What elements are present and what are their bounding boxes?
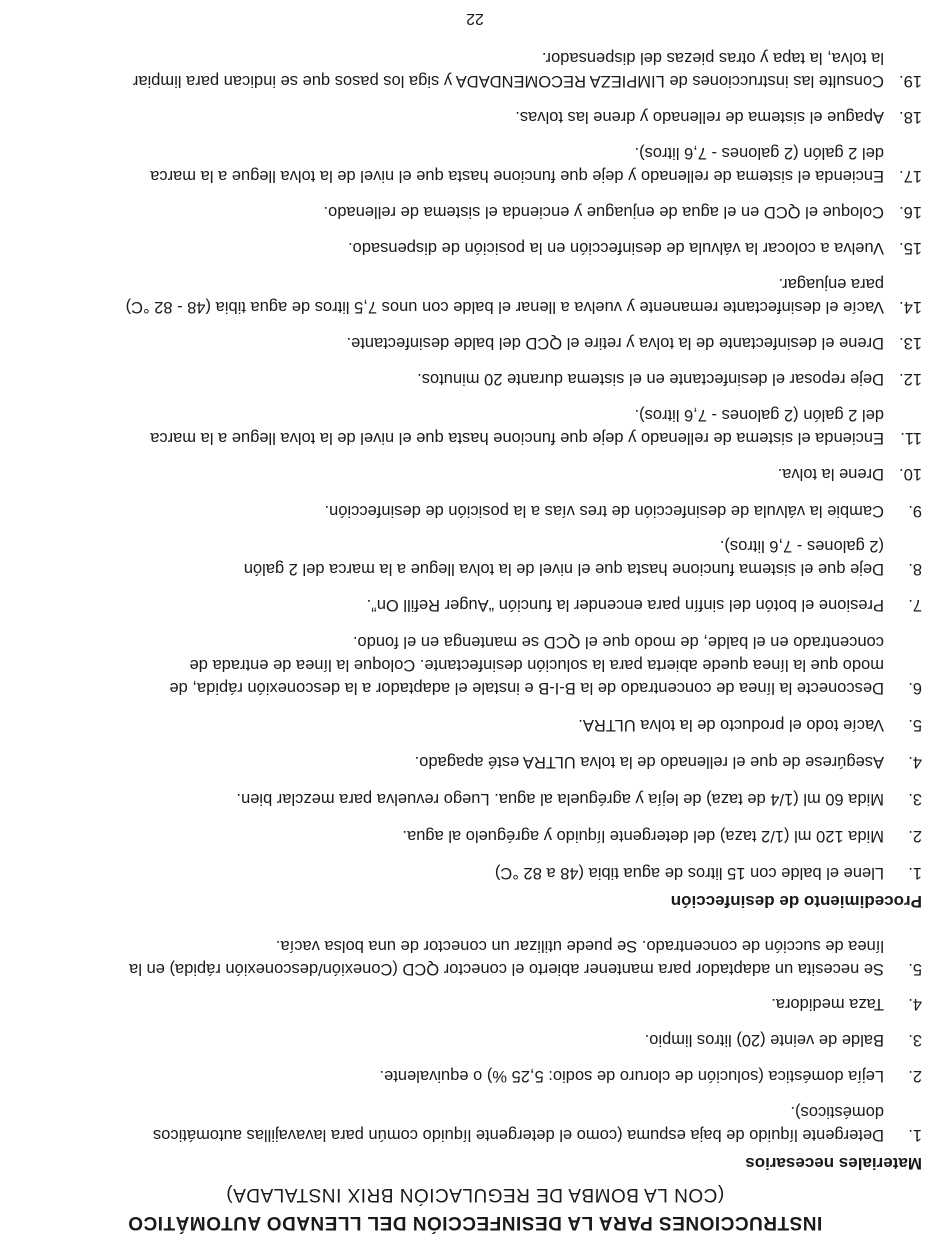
step-number: 12.: [899, 370, 922, 388]
procedure-step: [42, 750, 922, 773]
procedure-heading: Procedimiento de desinfección: [670, 892, 922, 911]
materials-item: [42, 1028, 922, 1051]
step-number: 4.: [908, 753, 922, 771]
procedure-step: [42, 200, 922, 223]
step-number: 5.: [908, 716, 922, 734]
materials-heading: Materiales necesarios: [745, 1154, 922, 1173]
step-text: del 2 galón (2 galones - 7,6 litros).: [634, 406, 884, 424]
step-text: Llene el balde con 15 litros de agua tibia (48 a 82 °C): [494, 864, 884, 882]
step-number: 2.: [908, 827, 922, 845]
procedure-step: [42, 630, 922, 699]
item-number: 3.: [908, 1031, 922, 1049]
item-text: Se necesita un adaptador para mantener abierto el conector QCD (Conexión/desconexión rápida) en la: [129, 960, 884, 978]
step-number: 15.: [899, 239, 922, 257]
step-number: 19.: [899, 72, 922, 90]
materials-item: [42, 992, 922, 1015]
document-subtitle: (CON LA BOMBA DE REGULACIÓN BRIX INSTALADA): [225, 1184, 725, 1205]
step-text: concentrado en el balde, de modo que el QCD se mantenga en el fondo.: [352, 633, 884, 651]
step-text: Deje reposar el desinfectante en el sistema durante 20 minutos.: [417, 370, 884, 388]
item-number: 1.: [908, 1126, 922, 1144]
step-number: 13.: [899, 334, 922, 352]
item-number: 5.: [908, 960, 922, 978]
page-number: 22: [466, 10, 484, 27]
step-number: 18.: [899, 108, 922, 126]
materials-item: [42, 1064, 922, 1087]
procedure-step: [42, 105, 922, 128]
step-text: Desconecte la línea de concentrado de la B-I-B e instale el adaptador a la desconexión rápida, de: [169, 679, 884, 697]
step-text: Cambie la válvula de desinfección de tres vías a la posición de desinfección.: [324, 502, 884, 520]
step-number: 9.: [908, 502, 922, 520]
step-number: 16.: [899, 203, 922, 221]
document-title: INSTRUCCIONES PARA LA DESINFECCIÓN DEL LLENADO AUTOMÁTICO: [127, 1212, 823, 1233]
procedure-step: [42, 861, 922, 884]
item-text: Detergente líquido de baja espuma (como el detergente líquido común para lavavajillas automáticos: [152, 1126, 884, 1144]
procedure-step: [42, 331, 922, 354]
step-text: (2 galones - 7,6 litros).: [719, 537, 884, 555]
procedure-step: [42, 272, 922, 318]
procedure-step: [42, 713, 922, 736]
step-number: 17.: [899, 167, 922, 185]
step-number: 1.: [908, 864, 922, 882]
step-text: Asegúrese de que el rellenado de la tolva ULTRA esté apagado.: [414, 753, 884, 771]
step-number: 14.: [899, 298, 922, 316]
step-text: Vacíe todo el producto de la tolva ULTRA.: [578, 716, 884, 734]
procedure-step: [42, 236, 922, 259]
step-text: para enjuagar.: [778, 275, 884, 293]
procedure-step: [42, 787, 922, 810]
procedure-step: [42, 824, 922, 847]
step-text: Vacíe el desinfectante remanente y vuelva a llenar el balde con unos 7,5 litros de agua tibia (48 - 82 °C): [125, 298, 884, 316]
step-number: 11.: [900, 429, 922, 447]
procedure-step: [42, 593, 922, 616]
step-text: Coloque el QCD en el agua de enjuague y encienda el sistema de rellenado.: [323, 203, 884, 221]
step-text: Drene la tolva.: [777, 465, 884, 483]
step-number: 7.: [908, 596, 922, 614]
step-text: Mida 120 ml (1/2 taza) del detergente líquido y agréguelo al agua.: [402, 827, 884, 845]
step-text: Presione el botón del sinfín para encender la función “Auger Refill On”.: [366, 596, 884, 614]
step-text: Encienda el sistema de rellenado y deje que funcione hasta que el nivel de la tolva llegue a la marca: [150, 167, 884, 185]
item-text: Lejía doméstica (solución de cloruro de sodio: 5,25 %) o equivalente.: [379, 1067, 884, 1085]
step-number: 6.: [908, 679, 922, 697]
step-text: Deje que el sistema funcione hasta que el nivel de la tolva llegue a la marca del 2 galón: [243, 560, 884, 578]
item-text: domésticos).: [790, 1103, 884, 1121]
step-number: 8.: [908, 560, 922, 578]
item-number: 2.: [908, 1067, 922, 1085]
item-text: línea de succión de concentrado. Se puede utilizar un conector de una bolsa vacía.: [275, 937, 884, 955]
procedure-step: [42, 499, 922, 522]
procedure-step: [42, 462, 922, 485]
step-text: Mida 60 ml (1/4 de taza) de lejía y agréguela al agua. Luego revuelva para mezclar bien.: [236, 790, 884, 808]
step-text: Drene el desinfectante de la tolva y retire el QCD del balde desinfectante.: [346, 334, 884, 352]
step-number: 10.: [899, 465, 922, 483]
step-number: 3.: [908, 790, 922, 808]
step-text: Encienda el sistema de rellenado y deje que funcione hasta que el nivel de la tolva llegue a la marca: [150, 429, 884, 447]
procedure-step: [42, 46, 922, 92]
step-text: Consulte las instrucciones de LIMPIEZA RECOMENDADA y siga los pasos que se indican para limpiar: [132, 72, 884, 90]
item-text: Taza medidora.: [771, 995, 884, 1013]
item-number: 4.: [908, 995, 922, 1013]
materials-item: [42, 1100, 922, 1146]
materials-item: [42, 934, 922, 980]
step-text: del 2 galón (2 galones - 7,6 litros).: [634, 144, 884, 162]
step-text: Apague el sistema de rellenado y drene las tolvas.: [515, 108, 884, 126]
step-text: Vuelva a colocar la válvula de desinfección en la posición de dispensado.: [348, 239, 884, 257]
procedure-step: [42, 367, 922, 390]
step-text: la tolva, la tapa y otras piezas del dispensador.: [541, 49, 884, 67]
step-text: modo que la línea quede abierta para la solución desinfectante. Coloque la línea de entrada de: [189, 656, 884, 674]
procedure-step: [42, 403, 922, 449]
procedure-step: [42, 534, 922, 580]
procedure-step: [42, 141, 922, 187]
item-text: Balde de veinte (20) litros limpio.: [644, 1031, 884, 1049]
